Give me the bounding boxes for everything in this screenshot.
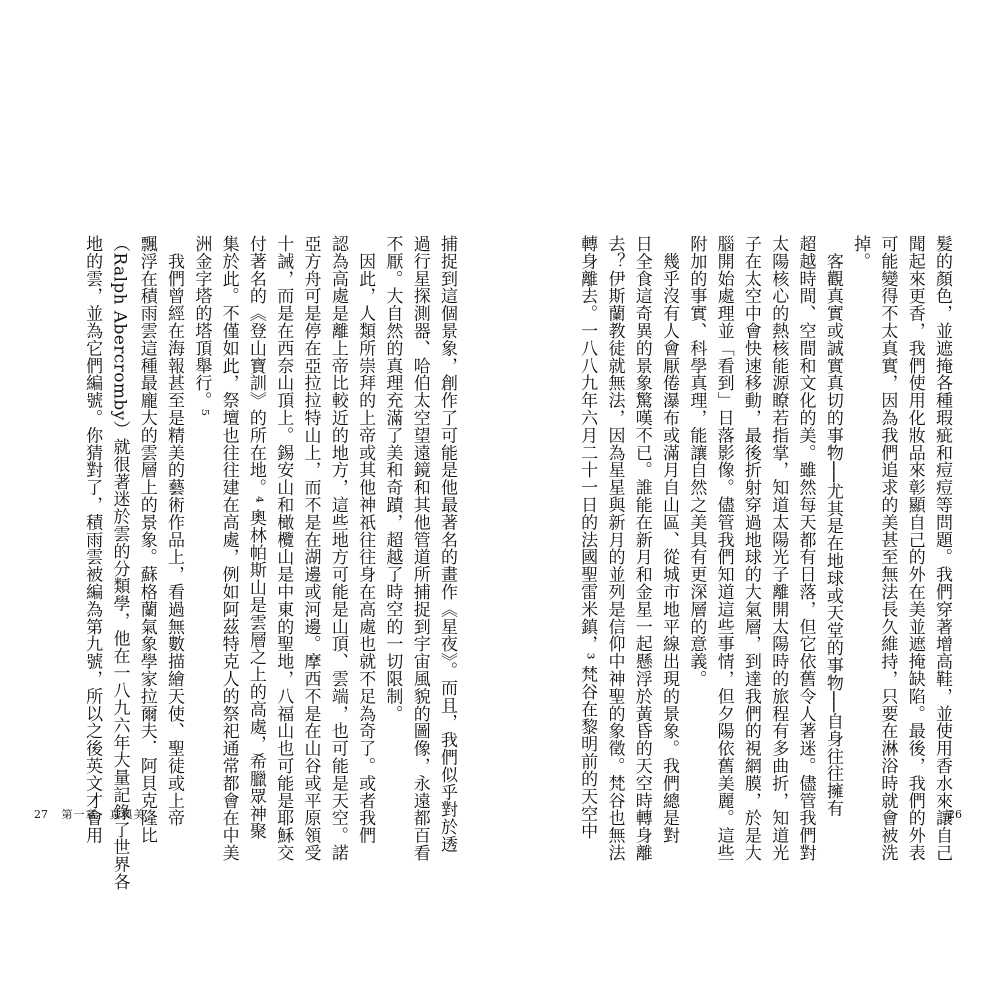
text-column: 因此，人類所崇拜的上帝或其他神祇往往身在高處也就不足為奇了。或者我們: [355, 235, 376, 844]
page-number: 27: [34, 808, 48, 821]
text-column: 去？伊斯蘭教徒就無法，因為星星與新月的並列是信仰中神聖的象徵。梵谷也無法: [604, 235, 625, 862]
text-column: 附加的事實、科學真理，能讓自然之美具有更深層的意義。: [686, 235, 707, 688]
text-column: 認為高處是離上帝比較近的地方，這些地方可能是山頂、雲端，也可能是天空。諾: [327, 235, 348, 862]
text-column: 客觀真實或誠實真切的事物──尤其是在地球或天堂的事物──自身往往擁有: [822, 235, 843, 817]
text-column: 過行星探測器、哈伯太空望遠鏡和其他管道所捕捉到宇宙風貌的圖像，永遠都百看: [409, 235, 430, 862]
text-column: 子在太空中會快速移動，最後折射穿過地球的大氣層，到達我們的視網膜，於是大: [740, 235, 761, 862]
text-column: （Ralph Abercromby）就很著迷於雲的分類學，他在一八九六年大量記錄了世界各: [109, 235, 130, 891]
left-page-footer: [34, 808, 146, 822]
text-column: 集於此。不僅如此，祭壇也往往建在高處，例如阿茲特克人的祭祀通常都會在中美: [218, 235, 239, 862]
right-page: [500, 0, 1000, 1000]
page-number: 26: [948, 808, 962, 821]
text-column: 掉。: [850, 235, 871, 270]
text-column: 幾乎沒有人會厭倦瀑布或滿月自山區、從城市地平線出現的景象。我們總是對: [659, 235, 680, 844]
text-column: 付著名的《登山寶訓》的所在地。⁴ 奧林帕斯山是雲層之上的高處，希臘眾神聚: [245, 235, 266, 840]
text-column: 不厭。大自然的真理充滿了美和奇蹟，超越了時空的一切限制。: [382, 235, 403, 723]
text-column: 地的雲，並為它們編號。你猜對了，積雨雲被編為第九號，所以之後英文才會用: [82, 235, 103, 844]
text-column: 髮的顏色，並遮掩各種瑕疵和痘痘等問題。我們穿著增高鞋，並使用香水來讓自己: [932, 235, 952, 862]
text-column: 飄浮在積雨雲這種最龐大的雲層上的景象。蘇格蘭氣象學家拉爾夫．阿貝克隆比: [136, 235, 157, 844]
text-column: 捕捉到這個景象，創作了可能是他最著名的畫作《星夜》。而且，我們似乎對於透: [437, 235, 457, 853]
right-page-footer: [948, 808, 962, 822]
text-column: 十誡，而是在西奈山頂上。錫安山和橄欖山是中東的聖地，八福山也可能是耶穌交: [273, 235, 294, 862]
text-column: 腦開始處理並「看到」日落影像。儘管我們知道這些事情，但夕陽依舊美麗。這些: [713, 235, 734, 862]
text-column: 太陽核心的熱核能源瞭若指掌，知道太陽光子離開太陽時的旅程有多曲折，知道光: [768, 235, 789, 862]
text-column: 可能變得不太真實，因為我們追求的美甚至無法長久維持，只要在淋浴時就會被洗: [877, 235, 898, 862]
text-column: 洲金字塔的塔頂舉行。⁵: [191, 235, 212, 417]
text-column: 亞方舟可是停在亞拉拉特山上，而不是在湖邊或河邊。摩西不是在山谷或平原領受: [300, 235, 321, 862]
text-column: 日全食這奇異的景象驚嘆不已。誰能在新月和金星一起懸浮於黃昏的天空時轉身離: [631, 235, 652, 862]
text-column: 聞起來更香，我們使用化妝品來彰顯自己的外在美並遮掩缺陷。最後，我們的外表: [904, 235, 925, 862]
text-column: 轉身離去。一八八九年六月二十一日的法國聖雷米鎮，³ 梵谷在黎明前的天空中: [577, 235, 598, 840]
text-column: 超越時間、空間和文化的美。雖然每天都有日落，但它依舊令人著迷。儘管我們對: [795, 235, 816, 862]
running-head: 第一章 真與美: [61, 808, 146, 821]
text-column: 我們曾經在海報甚至是精美的藝術作品上，看過無數描繪天使、聖徒或上帝: [164, 235, 185, 827]
